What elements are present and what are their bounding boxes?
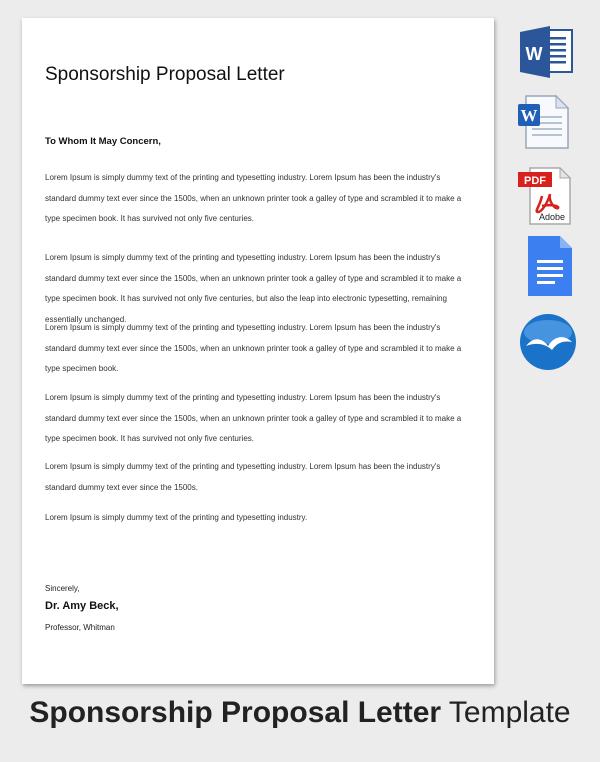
letter-paragraph: Lorem Ipsum is simply dummy text of the printing and typesetting industry. Lorem Ipsum has been the industry's standard dummy text ever since the 1500s, when an unknown printer took a galley of type and scrambled it to make a type specimen book. It has survived not only five centuries, but also the leap into electronic typesetting, remaining essentially unchanged. — [45, 253, 462, 324]
banner-suffix: Template — [448, 696, 571, 729]
signer-name: Dr. Amy Beck, — [45, 600, 119, 612]
pdf-label: PDF — [524, 175, 546, 187]
signer-title: Professor, Whitman — [45, 623, 115, 632]
adobe-label: Adobe — [538, 212, 566, 222]
letter-paragraph: Lorem Ipsum is simply dummy text of the printing and typesetting industry. Lorem Ipsum has been the industry's standard dummy text ever since the 1500s, when an unknown printer took a galley of type and scrambled it to make a type specimen book. — [45, 323, 462, 373]
letter-paragraph: Lorem Ipsum is simply dummy text of the printing and typesetting industry. Lorem Ipsum has been the industry's standard dummy text ever since the 1500s, when an unknown printer took a galley of type and scrambled it to make a type specimen book. It has survived not only five centuries. — [45, 393, 462, 443]
google-docs-icon[interactable] — [512, 236, 582, 296]
letter-title: Sponsorship Proposal Letter — [45, 64, 285, 85]
template-banner — [0, 696, 600, 736]
word-icon[interactable] — [512, 22, 582, 82]
word-letter-glyph: W — [525, 44, 543, 64]
openoffice-icon[interactable] — [512, 310, 582, 370]
letter-paragraph: Lorem Ipsum is simply dummy text of the printing and typesetting industry. — [45, 513, 308, 522]
letter-paragraph: Lorem Ipsum is simply dummy text of the printing and typesetting industry. Lorem Ipsum has been the industry's standard dummy text ever since the 1500s. — [45, 462, 441, 492]
letter-paragraph: Lorem Ipsum is simply dummy text of the printing and typesetting industry. Lorem Ipsum has been the industry's standard dummy text ever since the 1500s, when an unknown printer took a galley of type and scrambled it to make a type specimen book. It has survived not only five centuries. — [45, 173, 462, 223]
letter-salutation: To Whom It May Concern, — [45, 136, 161, 147]
letter-page — [22, 18, 494, 684]
word-doc-letter-glyph: W — [520, 106, 538, 125]
pdf-icon[interactable] — [512, 166, 582, 226]
banner-title: Sponsorship Proposal Letter — [29, 696, 442, 729]
letter-closing: Sincerely, — [45, 584, 80, 593]
word-doc-icon[interactable] — [512, 92, 582, 152]
